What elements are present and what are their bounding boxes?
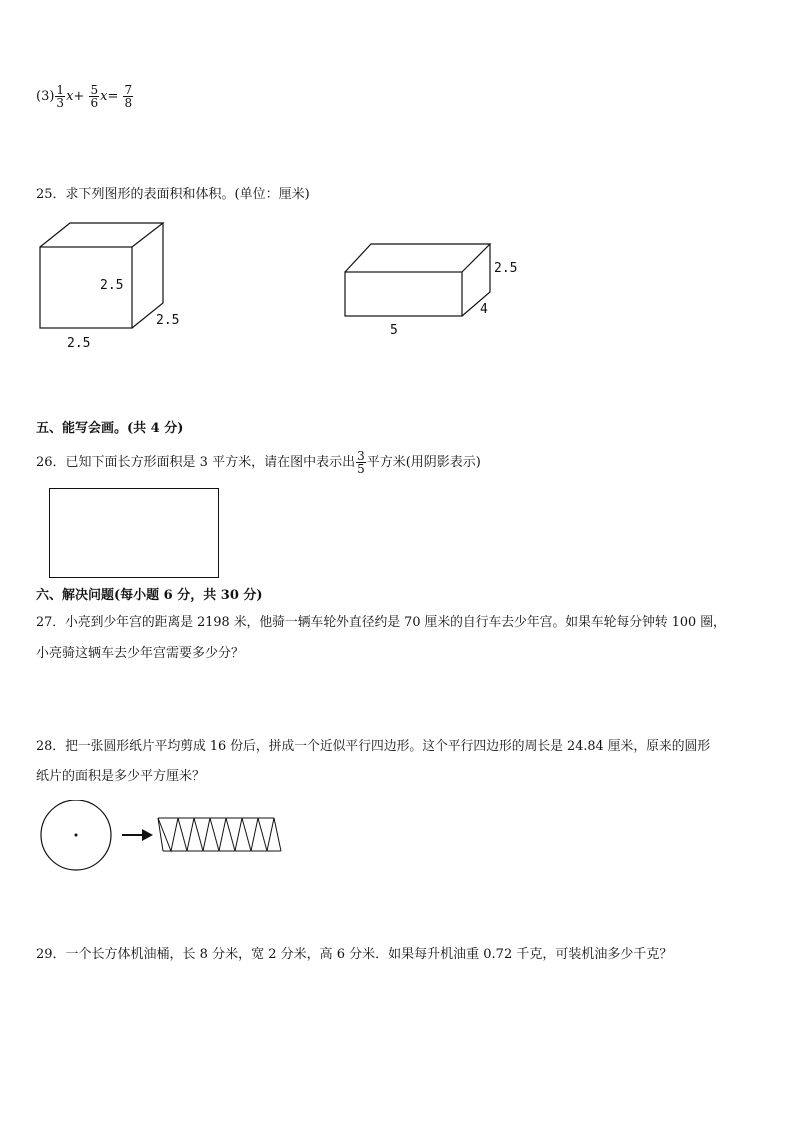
cuboid-height-label: 2.5 bbox=[494, 261, 518, 276]
cube-top-face bbox=[40, 223, 163, 247]
q26-text-before: 26．已知下面长方形面积是 3 平方米，请在图中表示出 bbox=[36, 455, 356, 470]
section-5-title: 五、能写会画。(共 4 分) bbox=[36, 421, 184, 436]
cuboid-depth-label: 4 bbox=[480, 302, 488, 317]
parallelogram-left-edge bbox=[158, 818, 163, 851]
section-6-title: 六、解决问题(每小题 6 分，共 30 分) bbox=[36, 588, 263, 603]
cube-figure bbox=[30, 215, 210, 355]
question-28-line-2: 纸片的面积是多少平方厘米？ bbox=[36, 769, 206, 784]
sector-zigzag bbox=[158, 818, 281, 851]
variable-x-1: x bbox=[66, 89, 74, 104]
shading-rectangle[interactable] bbox=[49, 488, 219, 578]
variable-x-2: x bbox=[100, 89, 108, 104]
q26-text-after: 平方米(用阴影表示) bbox=[366, 455, 481, 470]
question-26 bbox=[36, 450, 481, 475]
circle-center-dot bbox=[75, 834, 78, 837]
cube-depth-label: 2.5 bbox=[156, 313, 180, 328]
fraction-1: $\frac{1}{3}$ bbox=[56, 83, 65, 110]
equation-3 bbox=[36, 84, 134, 109]
question-27-line-1: 27．小亮到少年宫的距离是 2198 米，他骑一辆车轮外直径约是 70 厘米的自行车去少年宫。如果车轮每分钟转 100 圈， bbox=[36, 615, 726, 630]
cube-width-label: 2.5 bbox=[67, 336, 91, 351]
cuboid-figure bbox=[336, 232, 536, 342]
arrow-head-icon bbox=[142, 829, 153, 841]
question-27-line-2: 小亮骑这辆车去少年宫需要多少分？ bbox=[36, 646, 245, 661]
cube-height-label: 2.5 bbox=[100, 278, 124, 293]
fraction-3: $\frac{7}{8}$ bbox=[124, 83, 133, 110]
cuboid-length-label: 5 bbox=[390, 323, 398, 338]
cuboid-top-face bbox=[345, 244, 490, 272]
circle-to-parallelogram-figure bbox=[38, 800, 288, 872]
question-29: 29．一个长方体机油桶，长 8 分米，宽 2 分米，高 6 分米．如果每升机油重 0.72 千克，可装机油多少千克？ bbox=[36, 947, 673, 962]
equation-prefix: (3) bbox=[36, 89, 55, 104]
q26-fraction: $\frac{3}{5}$ bbox=[357, 449, 365, 476]
question-28-line-1: 28．把一张圆形纸片平均剪成 16 份后，拼成一个近似平行四边形。这个平行四边形的周长是 24.84 厘米，原来的圆形 bbox=[36, 739, 711, 754]
plus-sign: + bbox=[73, 89, 85, 104]
fraction-2: $\frac{5}{6}$ bbox=[90, 83, 99, 110]
question-25: 25．求下列图形的表面积和体积。(单位：厘米) bbox=[36, 187, 310, 202]
equals-sign: = bbox=[107, 89, 119, 104]
cuboid-front-face bbox=[345, 272, 462, 316]
